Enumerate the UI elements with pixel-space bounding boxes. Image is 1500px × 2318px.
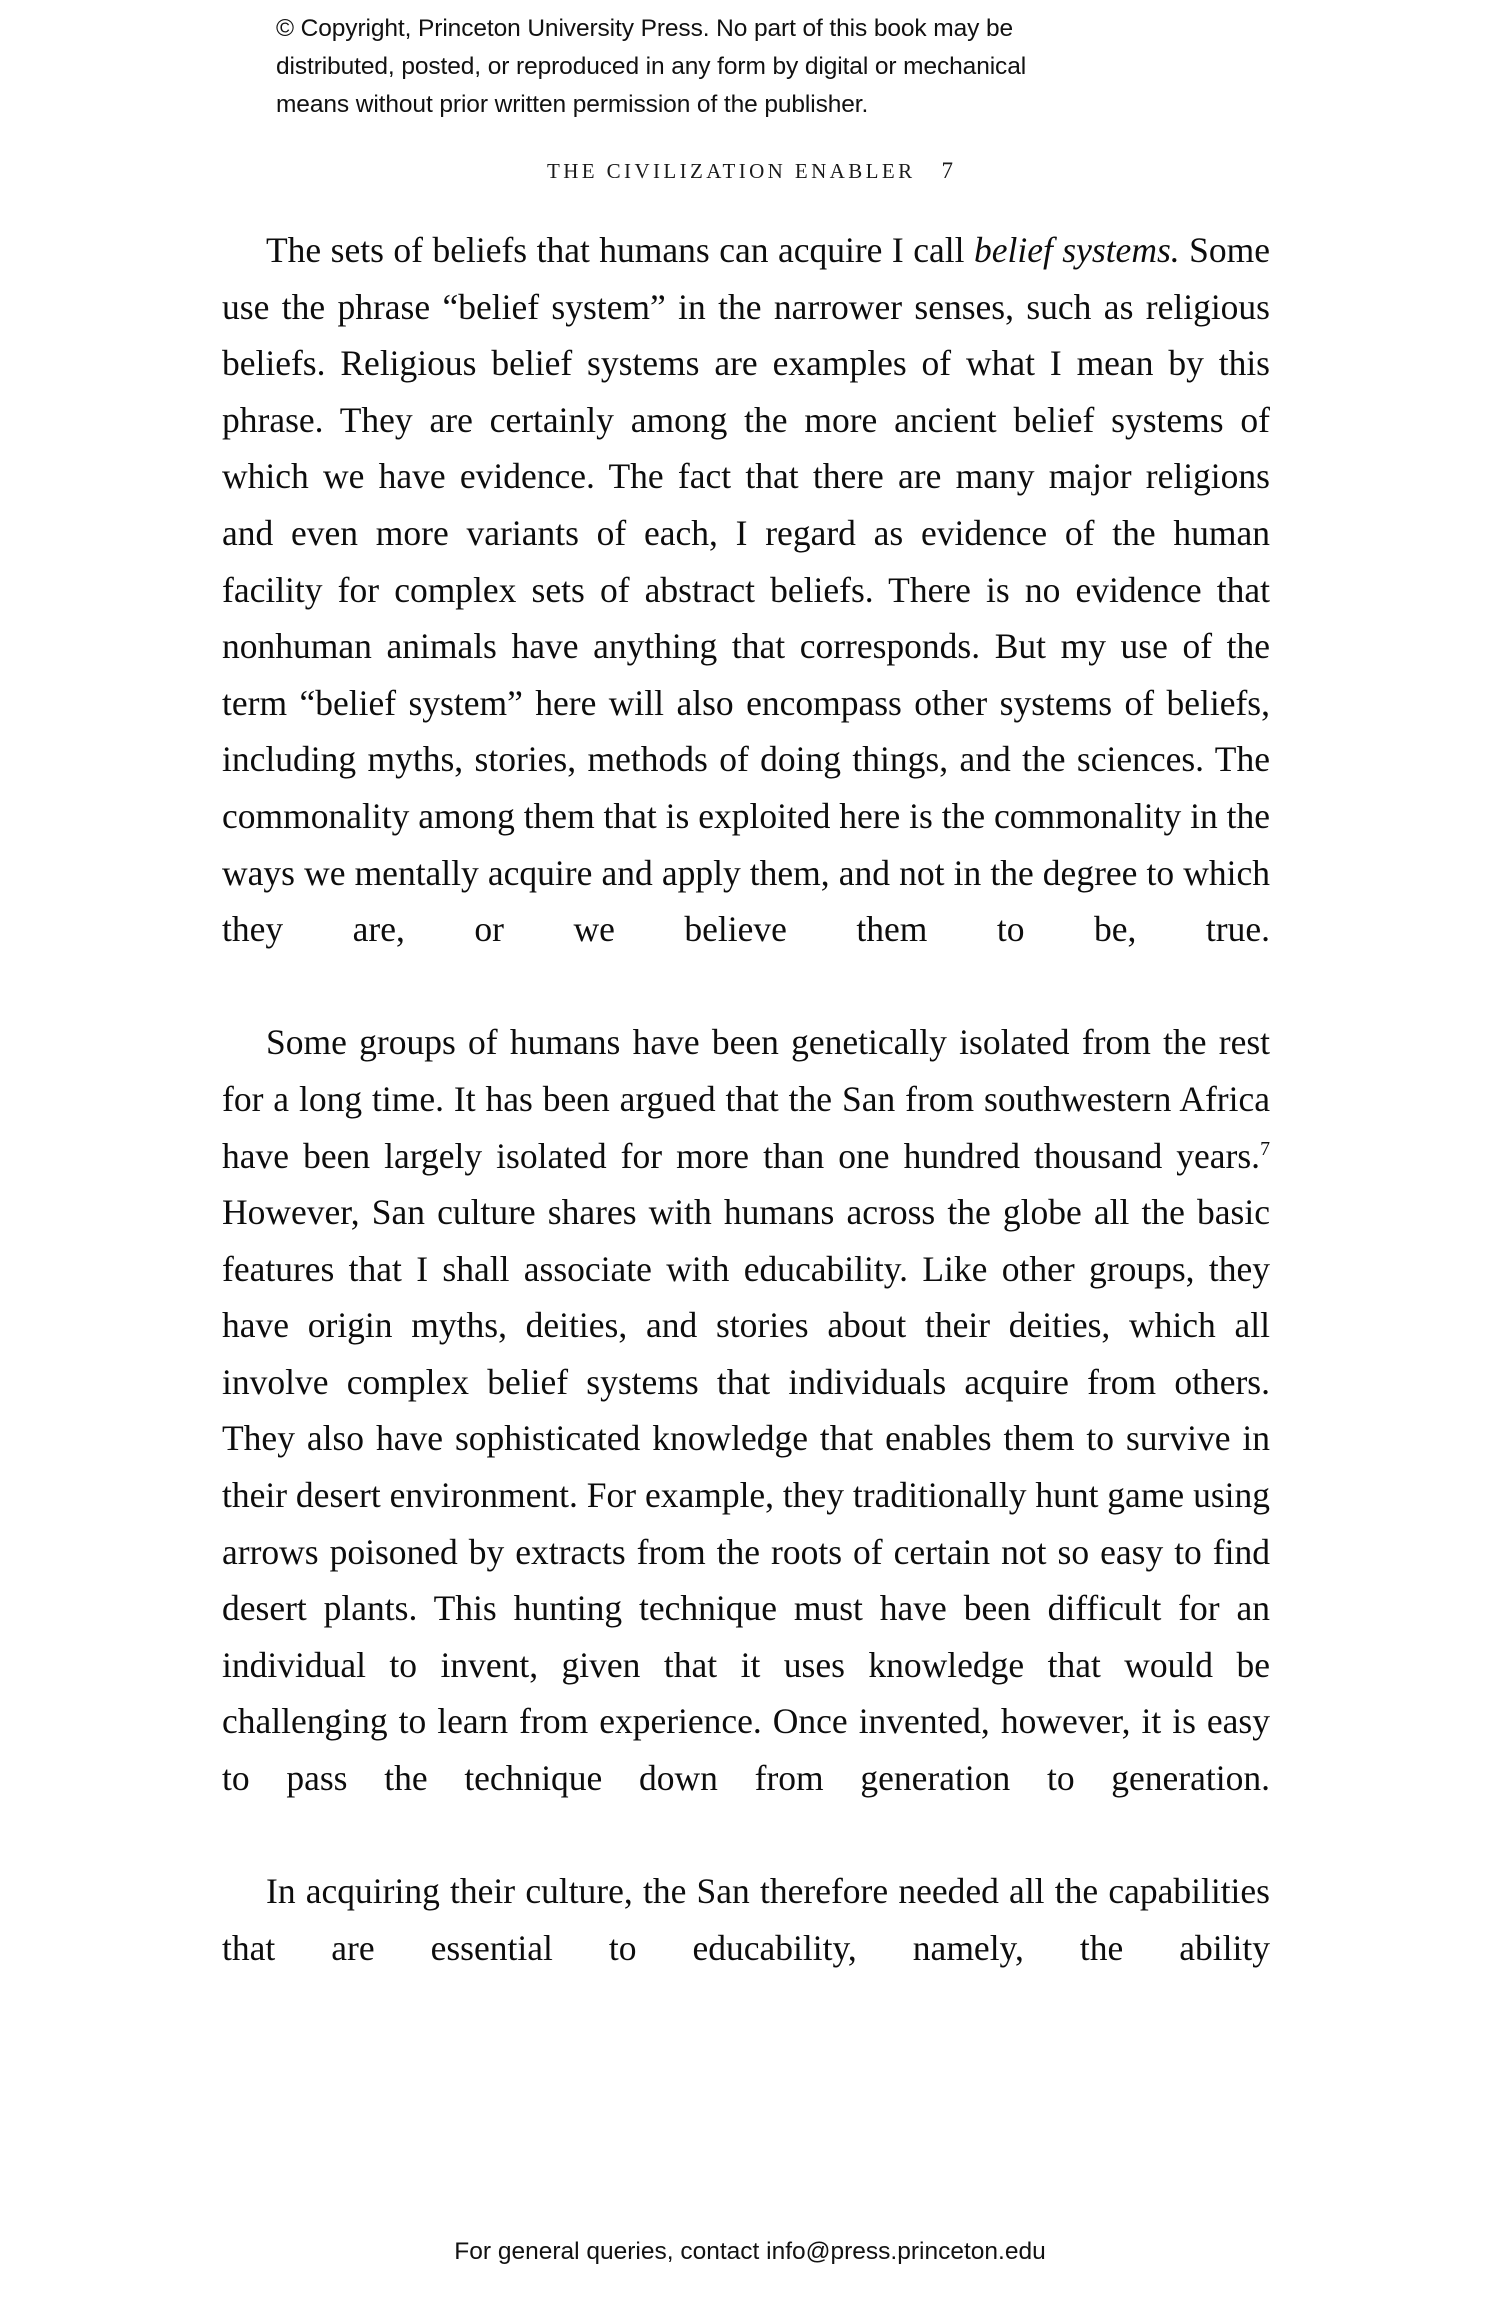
copyright-line-3: means without prior written permission of the publisher.	[276, 91, 869, 118]
running-head	[0, 158, 1500, 184]
footnote-marker[interactable]: 7	[1260, 1137, 1270, 1160]
copyright-notice	[276, 10, 1236, 124]
page-number: 7	[941, 158, 954, 183]
copyright-line-1: © Copyright, Princeton University Press. No part of this book may be	[276, 15, 1014, 42]
paragraph-san-isolation: Some groups of humans have been genetically isolated from the rest for a long time. It has been argued that the San from southwestern Africa have been largely isolated for more than one hundred thousand years.$^7$ However, San culture shares with humans across the globe all the basic features that I shall associate with educability. Like other groups, they have origin myths, deities, and stories about their deities, which all involve complex belief systems that individuals acquire from others. They also have sophisticated knowledge that enables them to survive in their desert environment. For example, they traditionally hunt game using arrows poisoned by extracts from the roots of certain not so easy to find desert plants. This hunting technique must have been difficult for an individual to invent, given that it uses knowledge that would be challenging to learn from experience. Once invented, however, it is easy to pass the technique down from generation to generation.	[222, 1022, 1270, 1799]
body-text	[222, 222, 1270, 2033]
paragraph-belief-systems: The sets of beliefs that humans can acquire I call belief systems. Some use the phrase “belief system” in the narrower senses, such as religious beliefs. Religious belief systems are examples of what I mean by this phrase. They are certainly among the more ancient belief systems of which we have evidence. The fact that there are many major religions and even more variants of each, I regard as evidence of the human facility for complex sets of abstract beliefs. There is no evidence that nonhuman animals have anything that corresponds. But my use of the term “belief system” here will also encompass other systems of beliefs, including myths, stories, methods of doing things, and the sciences. The commonality among them that is exploited here is the commonality in the ways we mentally acquire and apply them, and not in the degree to which they are, or we believe them to be, true.	[222, 230, 1271, 950]
running-head-title: THE CIVILIZATION ENABLER	[546, 159, 916, 183]
copyright-line-2: distributed, posted, or reproduced in any form by digital or mechanical	[276, 53, 1027, 80]
italic-term: belief systems.	[973, 230, 1180, 270]
footer-queries-notice: For general queries, contact info@press.princeton.edu	[454, 2238, 1046, 2265]
paragraph-san-educability: In acquiring their culture, the San therefore needed all the capabilities that are essential to educability, namely, the ability	[222, 1871, 1270, 1968]
